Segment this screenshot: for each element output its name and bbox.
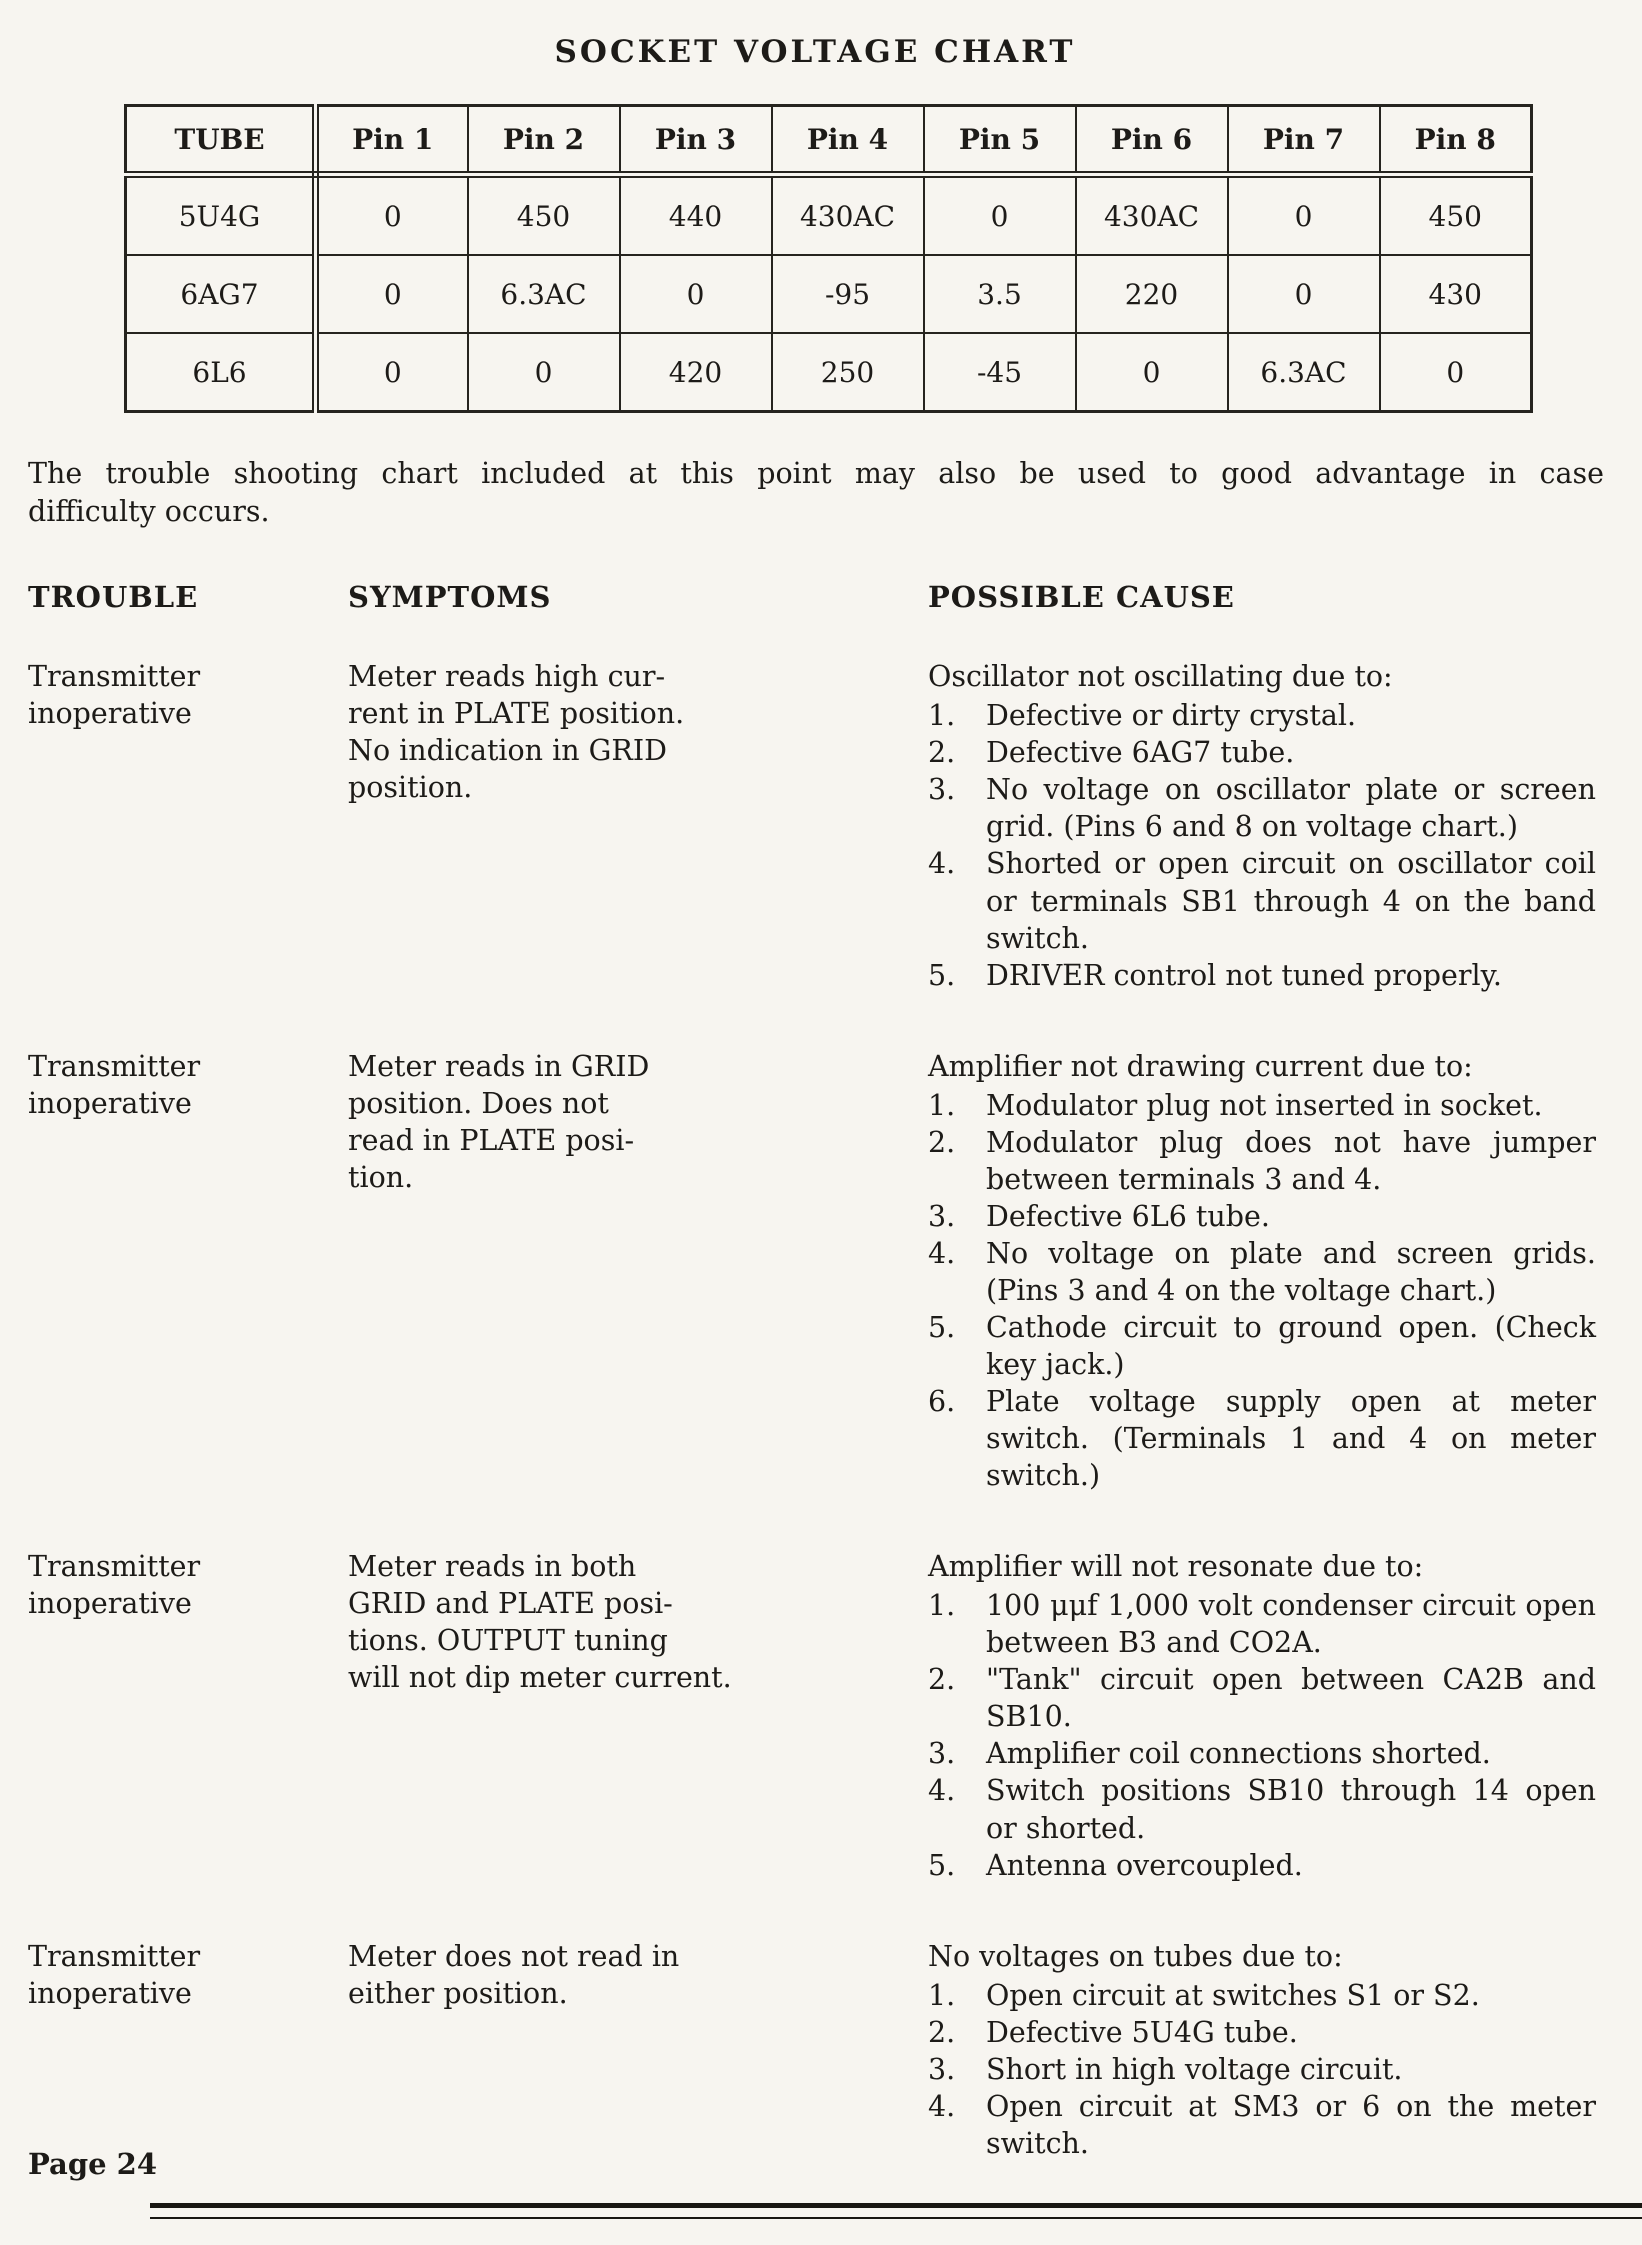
- voltage-table-column-header: Pin 6: [1076, 106, 1228, 175]
- trouble-line: Transmitter: [28, 1550, 201, 1584]
- trouble-line: Transmitter: [28, 660, 201, 694]
- symptom-line: position. Does not: [348, 1086, 609, 1120]
- possible-cause-cell: [928, 1548, 1602, 1883]
- voltage-table-header-row: [126, 106, 1532, 175]
- pin-voltage-value: 0: [316, 333, 468, 412]
- cause-text: Open circuit at switches S1 or S2.: [986, 1978, 1480, 2012]
- pin-voltage-value: -95: [772, 255, 924, 333]
- cause-text: Shorted or open circuit on oscillator coil or terminals SB1 through 4 on the band switch.: [986, 847, 1596, 955]
- socket-voltage-table: [124, 104, 1533, 413]
- cause-text: DRIVER control not tuned properly.: [986, 958, 1502, 992]
- voltage-table-column-header: Pin 1: [316, 106, 468, 175]
- pin-voltage-value: 220: [1076, 255, 1228, 333]
- cause-text: Antenna overcoupled.: [986, 1848, 1303, 1882]
- pin-voltage-value: 0: [1228, 255, 1380, 333]
- symptom-line: read in PLATE posi-: [348, 1123, 635, 1157]
- column-header: SYMPTOMS: [348, 580, 552, 615]
- trouble-row: [28, 1548, 1602, 1883]
- symptom-line: tion.: [348, 1160, 414, 1194]
- trouble-cell: [28, 658, 348, 732]
- cause-number: 3.: [928, 2052, 956, 2086]
- pin-voltage-value: 6.3AC: [468, 255, 620, 333]
- pin-voltage-value: 6.3AC: [1228, 333, 1380, 412]
- cause-number: 2.: [928, 1125, 956, 1159]
- symptom-line: Meter reads in GRID: [348, 1049, 650, 1083]
- cause-number: 5.: [928, 1848, 956, 1882]
- cause-item: [928, 957, 1602, 994]
- cause-item: [928, 1847, 1602, 1884]
- page-title: SOCKET VOLTAGE CHART: [554, 34, 1076, 70]
- symptom-line: will not dip meter current.: [348, 1661, 732, 1695]
- trouble-line: Transmitter: [28, 1049, 201, 1083]
- symptom-line: No indication in GRID: [348, 734, 667, 768]
- cause-item: [928, 1661, 1602, 1735]
- pin-voltage-value: 430AC: [772, 175, 924, 256]
- pin-voltage-value: 450: [1380, 175, 1532, 256]
- cause-item: [928, 1198, 1602, 1235]
- cause-item: [928, 734, 1602, 771]
- cause-item: [928, 2051, 1602, 2088]
- tube-name: 6L6: [126, 333, 316, 412]
- voltage-table-column-header: Pin 7: [1228, 106, 1380, 175]
- cause-intro: Oscillator not oscillating due to:: [928, 660, 1393, 694]
- cause-item: [928, 1235, 1602, 1309]
- symptom-line: either position.: [348, 1976, 568, 2010]
- cause-item: [928, 1124, 1602, 1198]
- possible-cause-cell: [928, 1048, 1602, 1495]
- tube-name: 6AG7: [126, 255, 316, 333]
- cause-text: Modulator plug does not have jumper between terminals 3 and 4.: [986, 1125, 1596, 1196]
- intro-paragraph: [28, 455, 1604, 530]
- trouble-row: [28, 658, 1602, 993]
- cause-text: Defective 6L6 tube.: [986, 1199, 1270, 1233]
- cause-number: 1.: [928, 1978, 956, 2012]
- pin-voltage-value: 420: [620, 333, 772, 412]
- column-header: POSSIBLE CAUSE: [928, 580, 1235, 615]
- cause-item: [928, 771, 1602, 845]
- cause-item: [928, 1309, 1602, 1383]
- cause-number: 4.: [928, 1774, 956, 1808]
- symptom-line: position.: [348, 771, 473, 805]
- cause-number: 3.: [928, 1737, 956, 1771]
- pin-voltage-value: 0: [468, 333, 620, 412]
- trouble-cell: [28, 1548, 348, 1622]
- page-number: Page 24: [28, 2147, 157, 2181]
- trouble-cell: [28, 1048, 348, 1122]
- pin-voltage-value: -45: [924, 333, 1076, 412]
- cause-item: [928, 1587, 1602, 1661]
- pin-voltage-value: 0: [316, 255, 468, 333]
- cause-text: No voltage on oscillator plate or screen grid. (Pins 6 and 8 on voltage chart.): [986, 773, 1596, 844]
- cause-number: 4.: [928, 847, 956, 881]
- cause-item: [928, 1735, 1602, 1772]
- cause-number: 1.: [928, 1589, 956, 1623]
- cause-text: Defective 6AG7 tube.: [986, 736, 1295, 770]
- pin-voltage-value: 0: [620, 255, 772, 333]
- trouble-line: inoperative: [28, 1086, 192, 1120]
- pin-voltage-value: 430AC: [1076, 175, 1228, 256]
- voltage-table-column-header: TUBE: [126, 106, 316, 175]
- voltage-table-column-header: Pin 5: [924, 106, 1076, 175]
- voltage-table-column-header: Pin 4: [772, 106, 924, 175]
- troubleshooting-chart: [28, 580, 1602, 2162]
- symptom-line: tions. OUTPUT tuning: [348, 1624, 668, 1658]
- voltage-table-column-header: Pin 3: [620, 106, 772, 175]
- cause-text: Defective 5U4G tube.: [986, 2015, 1298, 2049]
- cause-number: 3.: [928, 1199, 956, 1233]
- intro-line: difficulty occurs.: [28, 494, 270, 528]
- trouble-row: [28, 1048, 1602, 1495]
- voltage-table-row: [126, 333, 1532, 412]
- cause-item: [928, 1772, 1602, 1846]
- voltage-table-column-header: Pin 2: [468, 106, 620, 175]
- trouble-line: inoperative: [28, 1587, 192, 1621]
- column-header: TROUBLE: [28, 580, 199, 615]
- cause-text: Defective or dirty crystal.: [986, 699, 1357, 733]
- cause-item: [928, 1383, 1602, 1494]
- cause-item: [928, 845, 1602, 956]
- cause-number: 2.: [928, 2015, 956, 2049]
- symptoms-cell: [348, 1548, 928, 1696]
- cause-intro: Amplifier not drawing current due to:: [928, 1049, 1473, 1083]
- cause-item: [928, 1087, 1602, 1124]
- symptoms-cell: [348, 1938, 928, 2012]
- cause-number: 4.: [928, 2089, 956, 2123]
- trouble-line: inoperative: [28, 1976, 192, 2010]
- pin-voltage-value: 0: [1228, 175, 1380, 256]
- pin-voltage-value: 440: [620, 175, 772, 256]
- pin-voltage-value: 430: [1380, 255, 1532, 333]
- cause-number: 5.: [928, 958, 956, 992]
- symptom-line: rent in PLATE position.: [348, 697, 685, 731]
- tube-name: 5U4G: [126, 175, 316, 256]
- cause-number: 4.: [928, 1236, 956, 1270]
- symptoms-cell: [348, 1048, 928, 1196]
- pin-voltage-value: 450: [468, 175, 620, 256]
- cause-text: Plate voltage supply open at meter switch. (Terminals 1 and 4 on meter switch.): [986, 1385, 1596, 1493]
- cause-number: 2.: [928, 1663, 956, 1697]
- voltage-table-column-header: Pin 8: [1380, 106, 1532, 175]
- cause-number: 6.: [928, 1385, 956, 1419]
- bottom-rule: [150, 2203, 1642, 2219]
- cause-intro: No voltages on tubes due to:: [928, 1939, 1343, 1973]
- cause-intro: Amplifier will not resonate due to:: [928, 1550, 1424, 1584]
- trouble-line: Transmitter: [28, 1939, 201, 1973]
- symptom-line: Meter does not read in: [348, 1939, 680, 1973]
- trouble-row: [28, 1938, 1602, 2162]
- cause-number: 1.: [928, 699, 956, 733]
- cause-number: 5.: [928, 1310, 956, 1344]
- intro-line: The trouble shooting chart included at this point may also be used to good advantage in case: [28, 457, 1604, 490]
- pin-voltage-value: 3.5: [924, 255, 1076, 333]
- possible-cause-cell: [928, 658, 1602, 993]
- cause-text: Short in high voltage circuit.: [986, 2052, 1403, 2086]
- symptom-line: Meter reads in both: [348, 1550, 637, 1584]
- cause-text: Amplifier coil connections shorted.: [986, 1737, 1491, 1771]
- cause-item: [928, 2014, 1602, 2051]
- voltage-table-row: [126, 175, 1532, 256]
- cause-text: Open circuit at SM3 or 6 on the meter switch.: [986, 2089, 1596, 2160]
- cause-number: 2.: [928, 736, 956, 770]
- trouble-cell: [28, 1938, 348, 2012]
- cause-text: 100 μμf 1,000 volt condenser circuit open between B3 and CO2A.: [986, 1589, 1596, 1660]
- cause-text: Modulator plug not inserted in socket.: [986, 1088, 1543, 1122]
- voltage-table-row: [126, 255, 1532, 333]
- cause-text: "Tank" circuit open between CA2B and SB10.: [986, 1663, 1596, 1734]
- cause-text: Cathode circuit to ground open. (Check key jack.): [986, 1310, 1596, 1382]
- cause-item: [928, 1977, 1602, 2014]
- symptom-line: Meter reads high cur-: [348, 660, 666, 694]
- pin-voltage-value: 0: [316, 175, 468, 256]
- pin-voltage-value: 0: [1380, 333, 1532, 412]
- pin-voltage-value: 250: [772, 333, 924, 412]
- pin-voltage-value: 0: [1076, 333, 1228, 412]
- symptom-line: GRID and PLATE posi-: [348, 1587, 673, 1621]
- trouble-chart-header-row: [28, 580, 1602, 614]
- cause-number: 3.: [928, 773, 956, 807]
- cause-text: Switch positions SB10 through 14 open or shorted.: [986, 1774, 1596, 1845]
- cause-number: 1.: [928, 1088, 956, 1122]
- trouble-line: inoperative: [28, 697, 192, 731]
- possible-cause-cell: [928, 1938, 1602, 2162]
- symptoms-cell: [348, 658, 928, 806]
- pin-voltage-value: 0: [924, 175, 1076, 256]
- cause-text: No voltage on plate and screen grids. (Pins 3 and 4 on the voltage chart.): [986, 1236, 1596, 1307]
- cause-item: [928, 697, 1602, 734]
- cause-item: [928, 2088, 1602, 2162]
